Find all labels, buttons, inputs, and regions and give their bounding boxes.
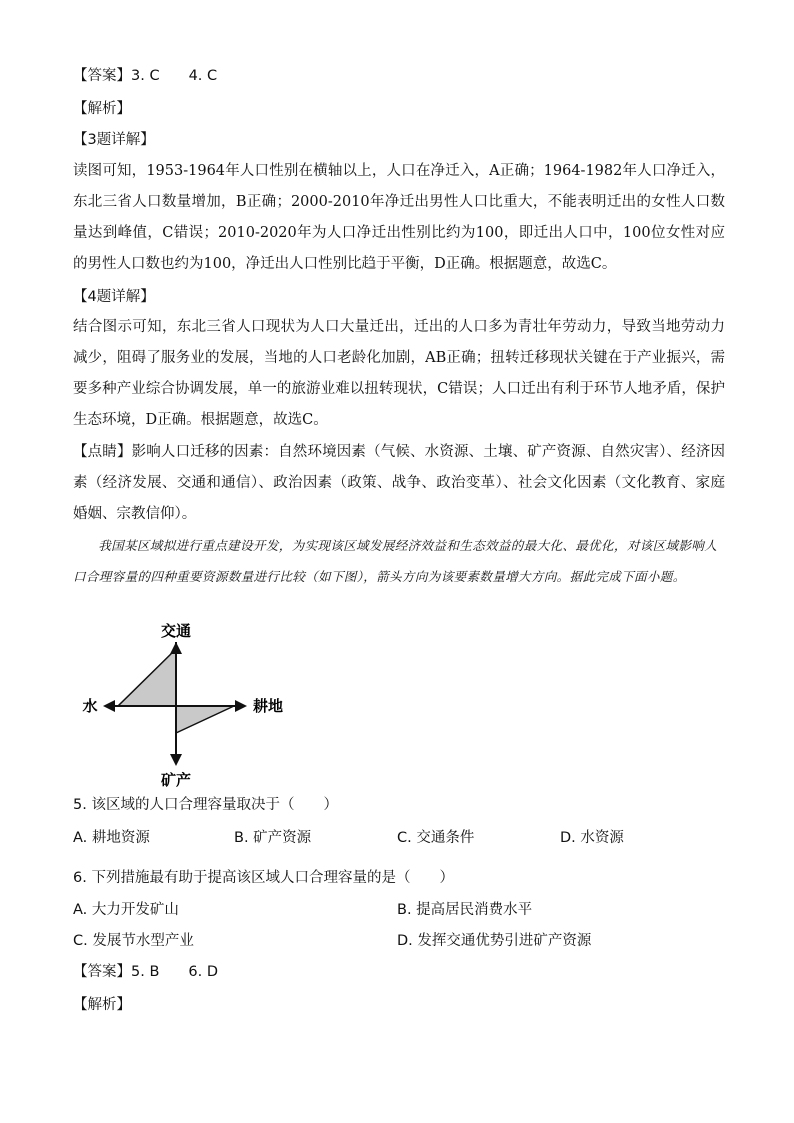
analysis-heading-1: 【解析】	[73, 101, 131, 117]
q5-option-a: A. 耕地资源	[73, 830, 150, 846]
answer-tag-2: 【答案】	[73, 964, 131, 980]
q5-option-c: C. 交通条件	[397, 830, 475, 846]
label-farmland: 耕地	[252, 697, 284, 715]
analysis-heading-2: 【解析】	[73, 997, 131, 1013]
q4-detail-heading: 【4题详解】	[73, 289, 155, 305]
q5-option-d: D. 水资源	[560, 830, 624, 846]
q3-detail-heading: 【3题详解】	[73, 132, 155, 148]
q6-option-b: B. 提高居民消费水平	[397, 902, 533, 918]
answer-line-1	[73, 66, 723, 86]
q6-stem: 6. 下列措施最有助于提高该区域人口合理容量的是（ ）	[73, 870, 454, 886]
q3-detail-body: 读图可知，1953-1964年人口性别在横轴以上，人口在净迁入，A正确；1964-1982年人口净迁入，东北三省人口数量增加，B正确；2000-2010年净迁出男性人口比重大，不能表明迁出的女性人口数量达到峰值，C错误；2010-2020年为人口净迁出性别比约为100，即迁出人口中，100位女性对应的男性人口数也约为100，净迁出人口性别比趋于平衡，D正确。根据题意，故选C。	[73, 163, 725, 272]
arrow-left-icon	[103, 700, 115, 712]
question-intro: 我国某区域拟进行重点建设开发，为实现该区域发展经济效益和生态效益的最大化、最优化，对该区域影响人口合理容量的四种重要资源数量进行比较（如下图），箭头方向为该要素数量增大方向。据此完成下面小题。	[73, 538, 718, 584]
q6-option-d: D. 发挥交通优势引进矿产资源	[397, 933, 592, 949]
answer-line-2	[73, 962, 723, 982]
answer-tag: 【答案】	[73, 68, 131, 84]
answer-text-2: 5. B 6. D	[131, 964, 218, 980]
label-minerals: 矿产	[160, 771, 192, 789]
tip-paragraph: 【点睛】影响人口迁移的因素：自然环境因素（气候、水资源、土壤、矿产资源、自然灾害）、经济因素（经济发展、交通和通信）、政治因素（政策、战争、政治变革）、社会文化因素（文化教育、家庭婚姻、宗教信仰）。	[73, 444, 725, 522]
arrow-right-icon	[235, 700, 247, 712]
resource-diagram	[70, 622, 300, 792]
q5-stem: 5. 该区域的人口合理容量取决于（ ）	[73, 797, 338, 813]
label-transport: 交通	[160, 622, 192, 640]
q5-option-b: B. 矿产资源	[234, 830, 312, 846]
arrow-down-icon	[170, 754, 182, 766]
answer-text: 3. C 4. C	[131, 68, 218, 84]
q6-option-c: C. 发展节水型产业	[73, 933, 194, 949]
arrow-up-icon	[170, 642, 182, 654]
q6-option-a: A. 大力开发矿山	[73, 902, 179, 918]
label-water: 水	[82, 697, 98, 715]
q4-detail-body: 结合图示可知，东北三省人口现状为人口大量迁出，迁出的人口多为青壮年劳动力，导致当地劳动力减少，阻碍了服务业的发展，当地的人口老龄化加剧，AB正确；扭转迁移现状关键在于产业振兴，需要多种产业综合协调发展，单一的旅游业难以扭转现状，C错误；人口迁出有利于环节人地矛盾，保护生态环境，D正确。根据题意，故选C。	[73, 319, 725, 428]
